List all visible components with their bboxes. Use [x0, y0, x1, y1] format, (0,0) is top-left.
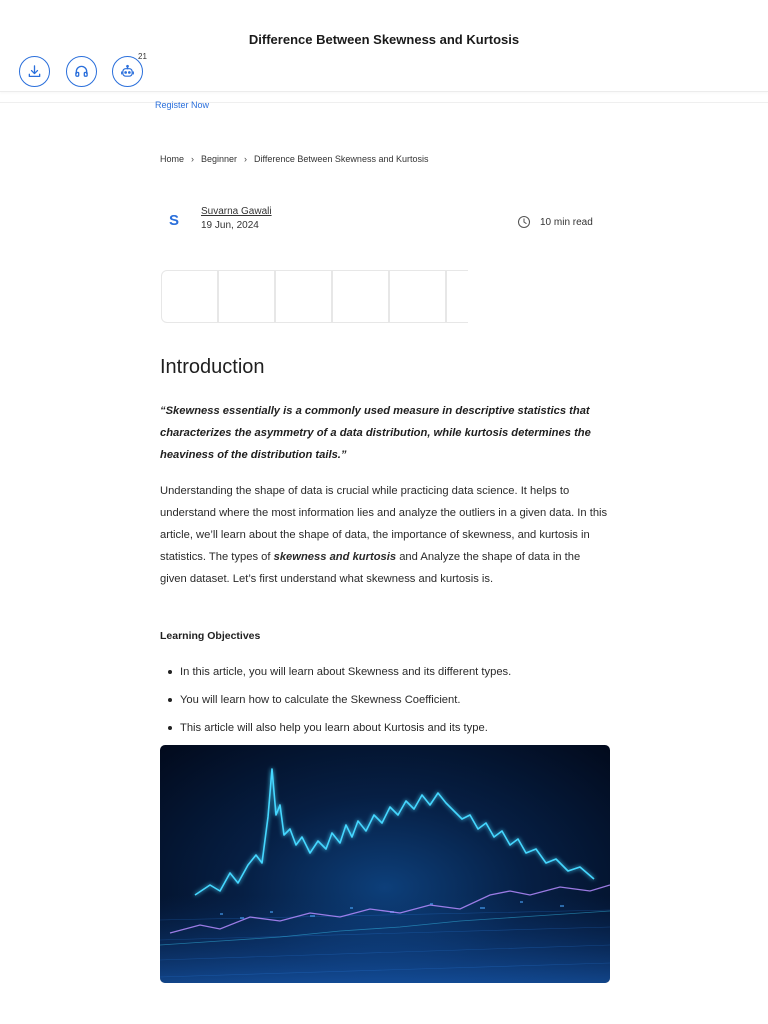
read-time-label: 10 min read [540, 216, 593, 228]
share-button-1[interactable] [161, 270, 218, 323]
data-visualization-illustration [160, 745, 610, 983]
read-time [517, 215, 593, 229]
listen-button[interactable] [66, 56, 97, 87]
notification-badge: 21 [138, 52, 147, 61]
article-quote: “Skewness essentially is a commonly used measure in descriptive statistics that characterizes the asymmetry of a data distribution, while kurtosis determines the heaviness of the distribution tails.” [160, 405, 591, 461]
list-item: In this article, you will learn about Skewness and its different types. [166, 658, 616, 686]
share-button-6[interactable] [446, 270, 468, 323]
clock-icon [517, 215, 531, 229]
avatar[interactable]: S [169, 212, 180, 229]
share-button-3[interactable] [275, 270, 332, 323]
download-icon [27, 64, 42, 79]
publish-date: 19 Jun, 2024 [201, 220, 259, 231]
breadcrumb-beginner[interactable]: Beginner [201, 154, 238, 164]
section-heading: Introduction [160, 356, 265, 378]
headphones-icon [74, 64, 89, 79]
download-button[interactable] [19, 56, 50, 87]
breadcrumb-current: Difference Between Skewness and Kurtosis [254, 154, 429, 164]
article-paragraph [160, 480, 610, 590]
share-buttons [161, 270, 468, 323]
chevron-right-icon: › [244, 154, 248, 164]
breadcrumb [160, 154, 428, 164]
share-button-2[interactable] [218, 270, 275, 323]
paragraph-text-1: Understanding the shape of data is crucial while practicing data science. It helps to understand where the most information lies and analyze the outliers in a given data. In this article, we’ll learn about the shape of data, the importance of skewness, and kurtosis in statistics. The types of [160, 485, 608, 563]
divider [0, 102, 768, 103]
breadcrumb-home[interactable]: Home [160, 154, 185, 164]
objectives-list [166, 658, 616, 742]
learning-objectives-heading: Learning Objectives [160, 630, 261, 642]
list-item: This article will also help you learn about Kurtosis and its type. [166, 714, 616, 742]
paragraph-emphasis: skewness and kurtosis [273, 551, 397, 563]
top-bar [0, 0, 768, 92]
share-button-5[interactable] [389, 270, 446, 323]
list-item: You will learn how to calculate the Skewness Coefficient. [166, 686, 616, 714]
article-hero-image [160, 745, 610, 983]
robot-icon [120, 64, 135, 79]
register-now-link[interactable]: Register Now [155, 100, 210, 110]
author-name-link[interactable]: Suvarna Gawali [201, 206, 272, 217]
page-title: Difference Between Skewness and Kurtosis [248, 32, 520, 47]
share-button-4[interactable] [332, 270, 389, 323]
chevron-right-icon: › [191, 154, 195, 164]
paragraph-text-2: and Analyze the shape of data in the given dataset. Let’s first understand what skewness and kurtosis is. [160, 551, 581, 585]
